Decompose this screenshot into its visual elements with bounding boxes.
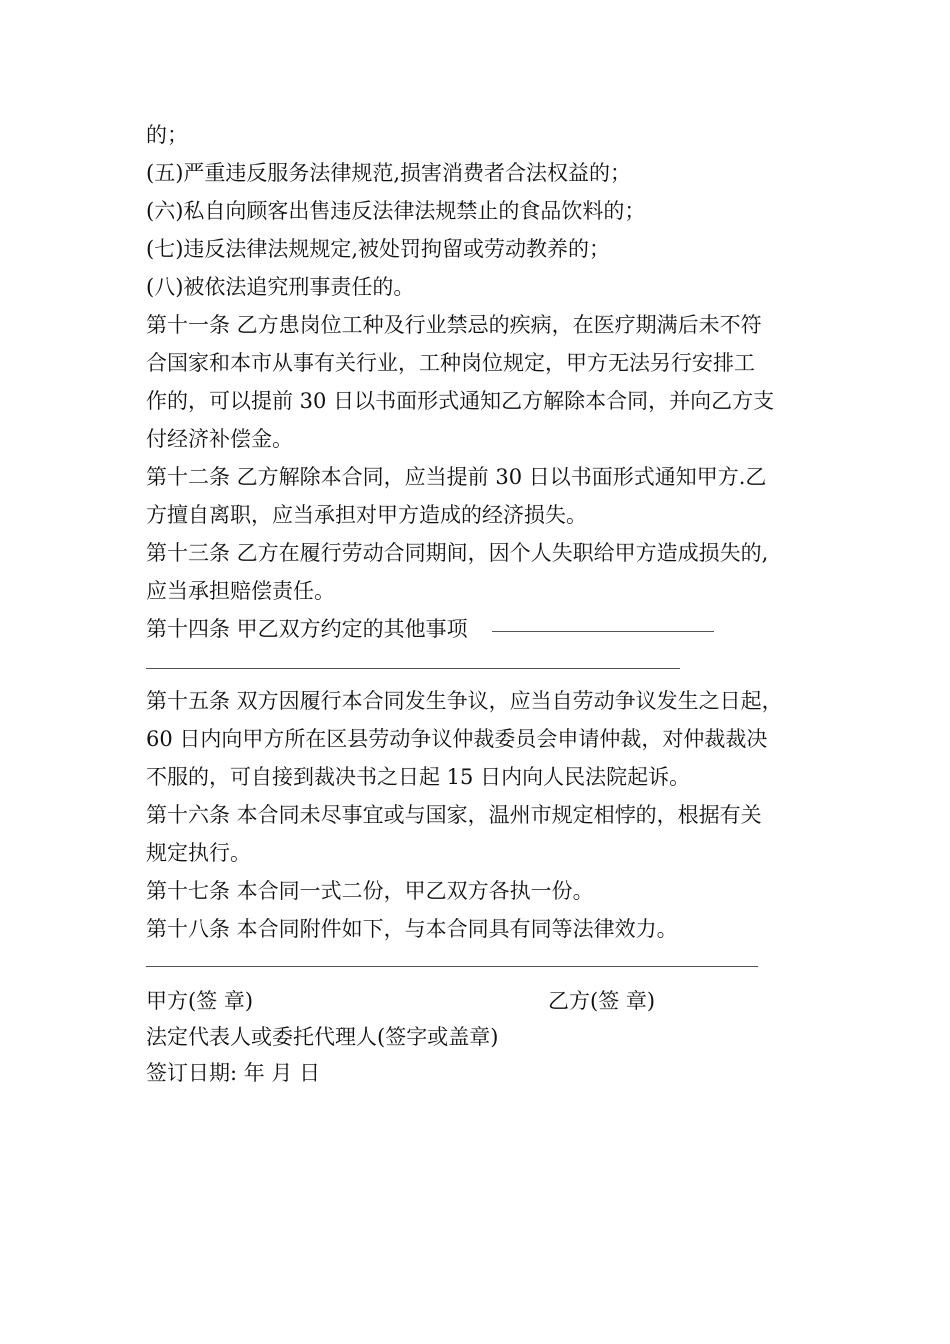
- text-line: (八)被依法追究刑事责任的。: [146, 275, 415, 299]
- text-line: 方擅自离职，应当承担对甲方造成的经济损失。: [146, 503, 587, 527]
- text-line: 作的，可以提前 30 日以书面形式通知乙方解除本合同，并向乙方支: [146, 389, 775, 413]
- text-line: 合国家和本市从事有关行业，工种岗位规定，甲方无法另行安排工: [146, 351, 755, 375]
- article-16: 第十六条 本合同未尽事宜或与国家，温州市规定相悖的，根据有关: [146, 803, 762, 827]
- party-a-signature: 甲方(签 章): [146, 989, 254, 1013]
- article-14: 第十四条 甲乙双方约定的其他事项: [146, 617, 468, 641]
- article-18: 第十八条 本合同附件如下，与本合同具有同等法律效力。: [146, 917, 678, 941]
- article-15: 第十五条 双方因履行本合同发生争议，应当自劳动争议发生之日起，: [146, 689, 783, 713]
- text-line: (五)严重违反服务法律规范,损害消费者合法权益的；: [146, 161, 632, 185]
- text-line: 规定执行。: [146, 841, 251, 865]
- text-line: (六)私自向顾客出售违反法律法规禁止的食品饮料的；: [146, 199, 646, 223]
- text-line: 应当承担赔偿责任。: [146, 579, 335, 603]
- fill-in-blank: [146, 966, 758, 967]
- text-line: 不服的，可自接到裁决书之日起 15 日内向人民法院起诉。: [146, 765, 691, 789]
- article-12: 第十二条 乙方解除本合同，应当提前 30 日以书面形式通知甲方.乙: [146, 465, 767, 489]
- text-line: 60 日内向甲方所在区县劳动争议仲裁委员会申请仲裁，对仲裁裁决: [146, 727, 768, 751]
- text-line: 付经济补偿金。: [146, 427, 293, 451]
- article-11: 第十一条 乙方患岗位工种及行业禁忌的疾病，在医疗期满后未不符: [146, 313, 762, 337]
- text-line: 的；: [146, 123, 188, 147]
- signing-date: 签订日期: 年 月 日: [146, 1061, 321, 1085]
- party-b-signature: 乙方(签 章): [548, 989, 656, 1013]
- representative-signature: 法定代表人或委托代理人(签字或盖章): [146, 1025, 499, 1049]
- fill-in-blank: [492, 631, 714, 632]
- article-13: 第十三条 乙方在履行劳动合同期间，因个人失职给甲方造成损失的,: [146, 541, 769, 565]
- fill-in-blank: [146, 668, 680, 669]
- article-17: 第十七条 本合同一式二份，甲乙双方各执一份。: [146, 879, 594, 903]
- text-line: (七)违反法律法规规定,被处罚拘留或劳动教养的；: [146, 237, 611, 261]
